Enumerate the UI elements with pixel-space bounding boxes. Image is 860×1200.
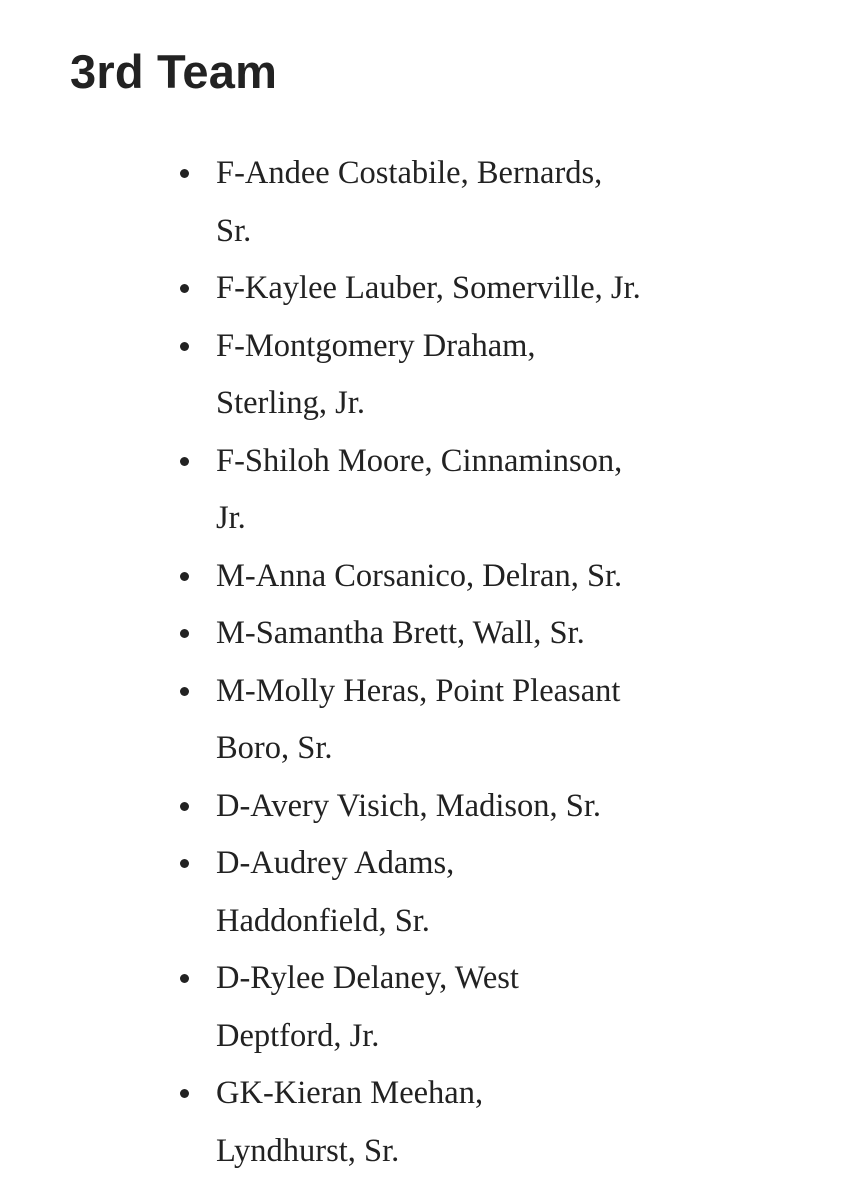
bullet-icon [180, 1089, 189, 1098]
list-item [216, 605, 736, 663]
player-line: D-Audrey Adams, [216, 845, 455, 881]
bullet-icon [180, 284, 189, 293]
list-item [216, 548, 736, 606]
player-line: Sr. [216, 212, 252, 249]
list-item [216, 835, 736, 950]
player-line: Jr. [216, 500, 246, 536]
player-line: M-Samantha Brett, Wall, Sr. [216, 615, 585, 651]
bullet-icon [180, 572, 189, 581]
bullet-icon [180, 974, 189, 983]
roster-list [216, 145, 736, 1180]
player-line: Boro, Sr. [216, 730, 333, 766]
player-line: F-Shiloh Moore, Cinnaminson, [216, 442, 623, 479]
list-item [216, 663, 736, 778]
bullet-icon [180, 859, 189, 868]
list-item [216, 433, 736, 548]
list-item [216, 318, 736, 433]
player-line: M-Anna Corsanico, Delran, Sr. [216, 557, 623, 594]
list-item [216, 1065, 736, 1180]
player-line: F-Kaylee Lauber, Somerville, Jr. [216, 270, 641, 306]
list-item [216, 145, 736, 260]
bullet-icon [180, 802, 189, 811]
bullet-icon [180, 169, 189, 178]
player-line: D-Rylee Delaney, West [216, 960, 519, 996]
player-line: Deptford, Jr. [216, 1017, 380, 1054]
player-line: Haddonfield, Sr. [216, 902, 430, 939]
player-line: F-Montgomery Draham, [216, 327, 536, 364]
player-line: D-Avery Visich, Madison, Sr. [216, 787, 602, 824]
list-item [216, 778, 736, 836]
bullet-icon [180, 457, 189, 466]
player-line: Lyndhurst, Sr. [216, 1132, 400, 1169]
section-heading: 3rd Team [70, 45, 278, 98]
bullet-icon [180, 342, 189, 351]
player-line: GK-Kieran Meehan, [216, 1075, 484, 1111]
player-line: F-Andee Costabile, Bernards, [216, 155, 603, 191]
bullet-icon [180, 629, 189, 638]
list-item [216, 260, 736, 318]
bullet-icon [180, 687, 189, 696]
player-line: M-Molly Heras, Point Pleasant [216, 672, 621, 709]
player-line: Sterling, Jr. [216, 385, 365, 421]
list-item [216, 950, 736, 1065]
